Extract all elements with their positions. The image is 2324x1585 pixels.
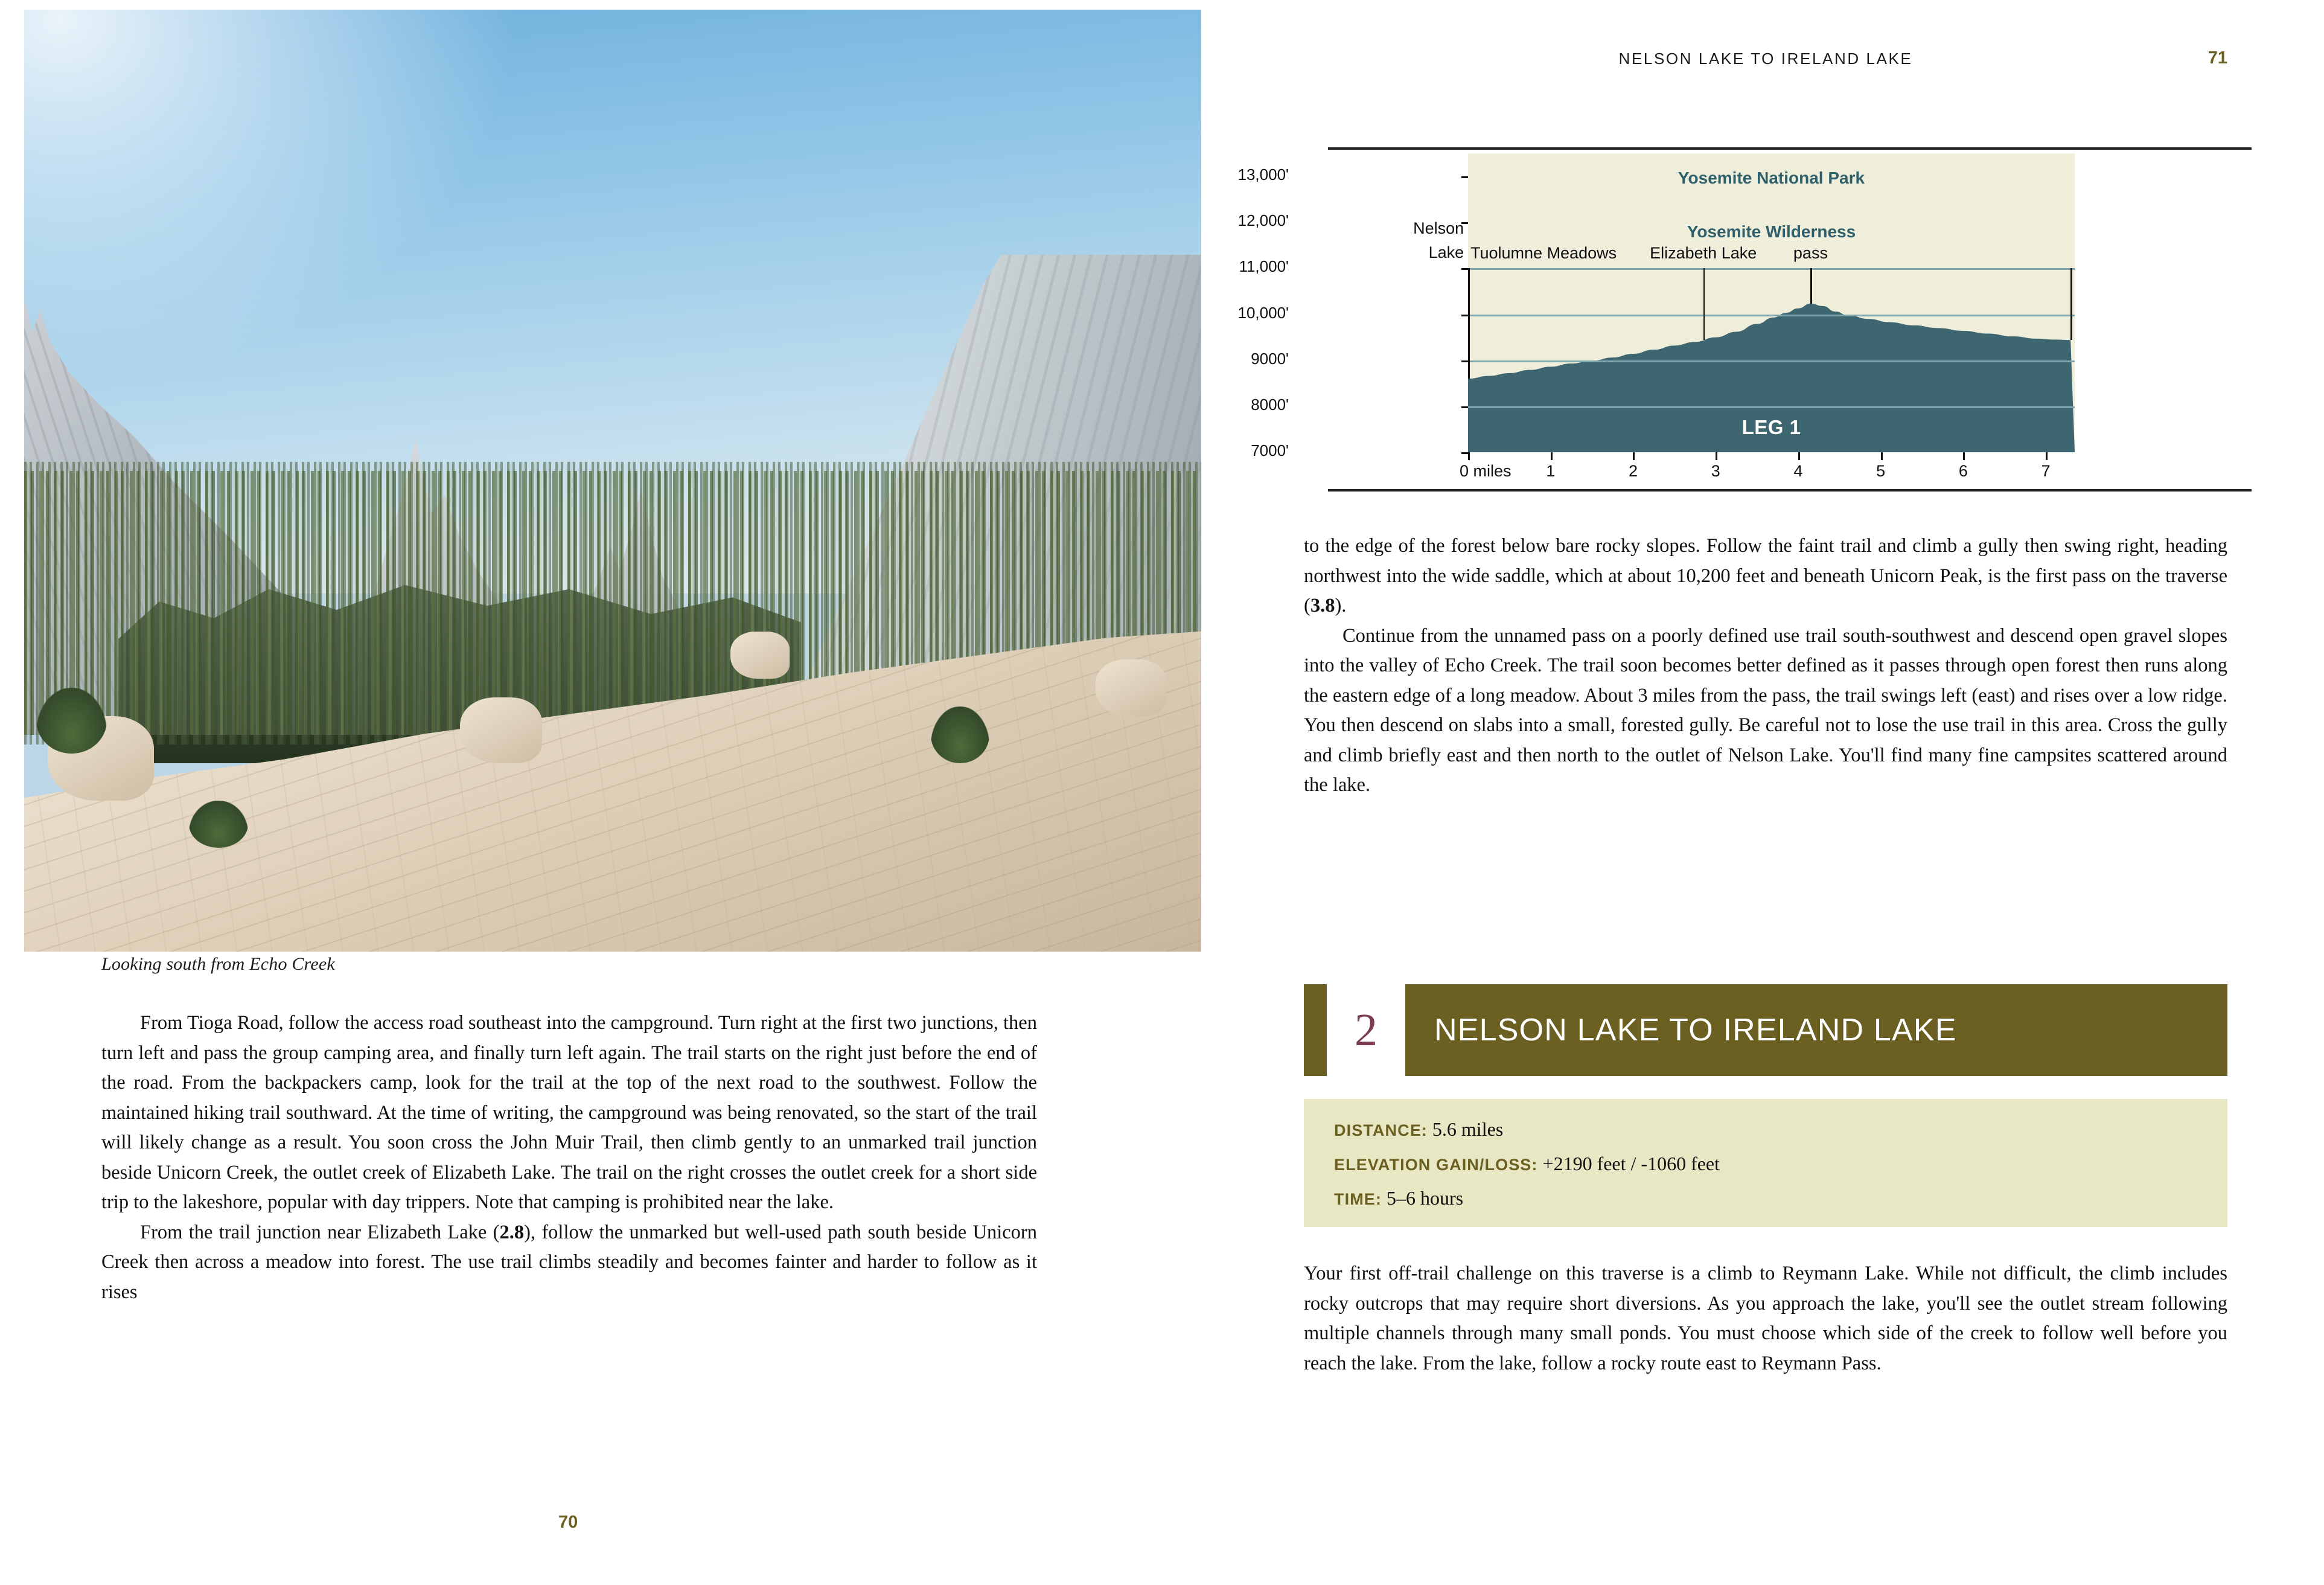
right-page	[1237, 0, 2227, 1585]
landscape-photo	[24, 10, 1201, 952]
paragraph: From the trail junction near Elizabeth Lake (2.8), follow the unmarked but well-used path south beside Unicorn Creek then across a meadow into forest. The use trail climbs steadily and becomes fainter and harder to follow as it rises	[101, 1221, 1037, 1303]
photo-caption: Looking south from Echo Creek	[101, 954, 335, 974]
right-body-after-section	[1304, 1259, 2227, 1378]
trip-fact-key: ELEVATION GAIN/LOSS:	[1334, 1156, 1538, 1174]
x-tick	[1716, 452, 1717, 460]
gridline	[1468, 360, 2075, 362]
paragraph: Your first off-trail challenge on this traverse is a climb to Reymann Lake. While not difficult, the climb includes rocky outcrops that may require short diversions. As you approach the lake, you'll see the outlet stream following multiple channels through many small ponds. You must choose which side of the creek to follow well before you reach the lake. From the lake, follow a rocky route east to Reymann Pass.	[1304, 1263, 2227, 1374]
x-tick-label: 0 miles	[1460, 462, 1512, 480]
trip-fact-key: DISTANCE:	[1334, 1121, 1428, 1139]
y-tick-label: 10,000'	[1237, 303, 1289, 322]
section-title-bar	[1405, 984, 2227, 1076]
poi-label: pass	[1793, 244, 1828, 263]
section-number: 2	[1355, 1005, 1377, 1055]
poi-label: Elizabeth Lake	[1650, 244, 1757, 263]
x-tick	[1633, 452, 1635, 460]
left-column-body	[101, 1008, 1037, 1307]
x-tick-label: 7	[2041, 462, 2051, 480]
page-number-right: 71	[2207, 48, 2227, 68]
y-tick	[1461, 360, 1468, 362]
y-tick-label: 13,000'	[1237, 165, 1289, 184]
trip-facts-box	[1304, 1099, 2227, 1227]
y-tick-label: 7000'	[1251, 441, 1289, 459]
x-tick-label: 5	[1876, 462, 1886, 480]
photo-figure	[24, 10, 1201, 952]
boulder	[1096, 659, 1166, 716]
trip-fact-row	[1334, 1153, 1720, 1175]
sun-glow	[24, 10, 578, 434]
poi-label: Tuolumne Meadows	[1470, 244, 1617, 263]
x-tick	[1798, 452, 1800, 460]
y-tick	[1461, 452, 1468, 454]
poi-leader-line	[1468, 268, 1470, 379]
x-tick-label: 6	[1958, 462, 1968, 480]
gridline	[1468, 406, 2075, 408]
gridline	[1468, 268, 2075, 270]
paragraph: Continue from the unnamed pass on a poorly defined use trail south-southwest and descend open gravel slopes into the valley of Echo Creek. The trail soon becomes better defined as it passes through open forest then runs along the eastern edge of a long meadow. About 3 miles from the pass, the trail swings left (east) and rises over a low ridge. You then descend on slabs into a small, forested gully. Be careful not to lose the use trail in this area. Cross the gully and climb briefly east and then north to the outlet of Nelson Lake. You'll find many fine campsites scattered around the lake.	[1304, 624, 2227, 796]
x-tick	[1551, 452, 1553, 460]
x-tick-label: 2	[1628, 462, 1638, 480]
poi-leader-line	[1703, 268, 1705, 340]
x-tick	[2046, 452, 2048, 460]
figure-rule-top	[1328, 147, 2252, 150]
chart-leg-label: LEG 1	[1741, 416, 1801, 438]
trip-fact-row	[1334, 1187, 1720, 1209]
section-banner	[1304, 984, 2227, 1076]
x-tick-label: 3	[1711, 462, 1720, 480]
section-title: NELSON LAKE TO IRELAND LAKE	[1434, 1013, 1957, 1048]
y-tick	[1461, 268, 1468, 270]
trip-fact-value: 5–6 hours	[1387, 1187, 1464, 1209]
running-head	[1304, 50, 2227, 70]
x-tick	[1963, 452, 1965, 460]
trip-facts-list	[1334, 1118, 1720, 1222]
trip-fact-value: +2190 feet / -1060 feet	[1542, 1153, 1720, 1174]
trip-fact-value: 5.6 miles	[1432, 1118, 1504, 1140]
y-tick-label: 8000'	[1251, 395, 1289, 414]
gridline	[1468, 315, 2075, 316]
chart-area-label-wilderness: Yosemite Wilderness	[1687, 222, 1856, 241]
x-tick	[1468, 452, 1470, 460]
y-tick-label: 12,000'	[1237, 211, 1289, 230]
y-tick-label: 11,000'	[1239, 257, 1289, 276]
y-tick	[1461, 315, 1468, 316]
paragraph: From Tioga Road, follow the access road southeast into the campground. Turn right at the first two junctions, then turn left and pass the group camping area, and finally turn left again. The trail starts on the right just before the end of the road. From the backpackers camp, look for the trail at the top of the next road to the southwest. Follow the maintained hiking trail southward. At the time of writing, the campground was being renovated, so the start of the trail will likely change as a result. You soon cross the John Muir Trail, then climb gently to an unmarked trail junction beside Unicorn Creek, the outlet creek of Elizabeth Lake. The trail on the right crosses the outlet creek for a short side trip to the lakeshore, popular with day trippers. Note that camping is prohibited near the lake.	[101, 1012, 1037, 1213]
running-head-title: NELSON LAKE TO IRELAND LAKE	[1618, 50, 1913, 68]
boulder	[460, 697, 543, 763]
trip-fact-row	[1334, 1118, 1720, 1141]
banner-left-block	[1304, 984, 1327, 1076]
shrub	[931, 706, 990, 763]
trip-fact-key: TIME:	[1334, 1190, 1382, 1208]
y-tick	[1461, 176, 1468, 178]
section-number-box	[1327, 984, 1405, 1076]
y-tick	[1461, 406, 1468, 408]
shrub	[36, 688, 107, 754]
chart-x-axis	[1460, 452, 2075, 490]
chart-area-label-park: Yosemite National Park	[1678, 168, 1865, 187]
poi-label: Nelson Lake	[1413, 219, 1464, 262]
x-tick-label: 1	[1546, 462, 1556, 480]
x-tick	[1881, 452, 1883, 460]
page-number-left: 70	[558, 1513, 578, 1532]
poi-leader-line	[1810, 268, 1812, 304]
elevation-profile-figure	[1237, 147, 2252, 492]
shrub	[189, 801, 248, 848]
y-tick-label: 9000'	[1251, 349, 1289, 368]
elevation-profile-chart	[1237, 153, 2075, 459]
x-tick-label: 4	[1793, 462, 1803, 480]
right-body-before-section	[1304, 531, 2227, 801]
boulder	[730, 632, 790, 679]
poi-leader-line	[2070, 268, 2072, 340]
paragraph: to the edge of the forest below bare rocky slopes. Follow the faint trail and climb a gully then swing right, heading northwest into the wide saddle, which at about 10,200 feet and beneath Unicorn Peak, is the first pass on the traverse (3.8).	[1304, 535, 2227, 616]
